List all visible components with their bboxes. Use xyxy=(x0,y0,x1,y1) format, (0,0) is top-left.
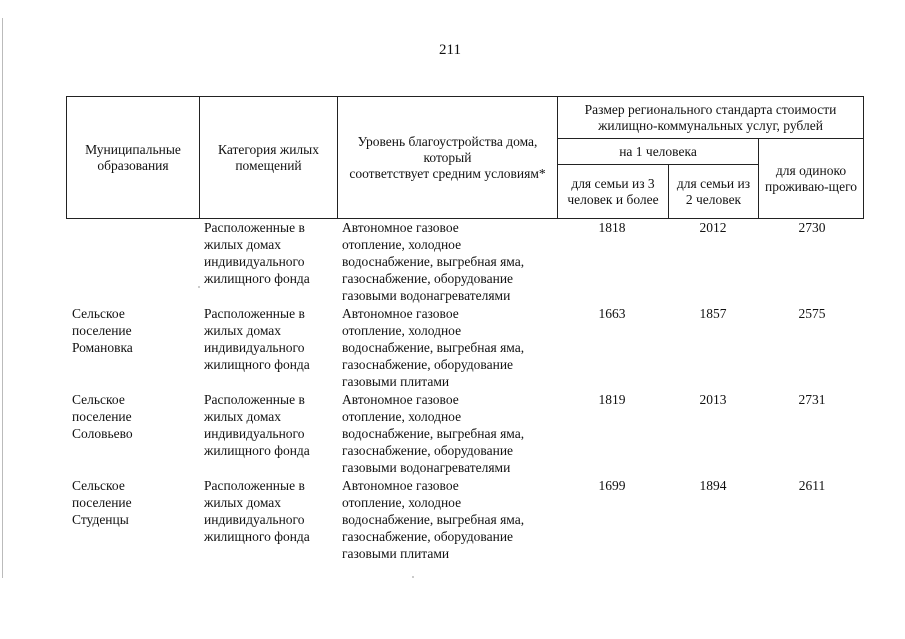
row-single: 2611 xyxy=(798,478,826,493)
row-single: 2730 xyxy=(798,220,826,235)
row-municipality: Сельское поселение Романовка xyxy=(72,306,133,355)
header-standard-group: Размер регионального стандарта стоимости жилищно-коммунальных услуг, рублей xyxy=(558,97,864,139)
header-family2: для семьи из 2 человек xyxy=(669,165,759,219)
header-family3: для семьи из 3 человек и более xyxy=(558,165,669,219)
row-family3: 1819 xyxy=(598,392,626,407)
page-number: 211 xyxy=(439,42,461,58)
row-family3: 1818 xyxy=(598,220,626,235)
row-category: Расположенные в жилых домах индивидуального жилищного фонда xyxy=(204,478,310,544)
row-municipality: Сельское поселение Студенцы xyxy=(72,478,132,527)
row-category: Расположенные в жилых домах индивидуального жилищного фонда xyxy=(204,306,310,372)
header-level: Уровень благоустройства дома, который соответствует средним условиям* xyxy=(338,97,558,219)
row-family3: 1663 xyxy=(598,306,626,321)
header-single: для одиноко проживаю-щего xyxy=(759,139,864,219)
scan-speck xyxy=(412,576,414,578)
row-level: Автономное газовое отопление, холодное водоснабжение, выгребная яма, газоснабжение, оборудование газовыми водонагревателями xyxy=(342,220,525,303)
row-level: Автономное газовое отопление, холодное водоснабжение, выгребная яма, газоснабжение, оборудование газовыми плитами xyxy=(342,478,525,561)
header-municipality: Муниципальные образования xyxy=(67,97,200,219)
header-category: Категория жилых помещений xyxy=(200,97,338,219)
scan-speck xyxy=(198,286,200,288)
row-family2: 1857 xyxy=(699,306,727,321)
row-level: Автономное газовое отопление, холодное водоснабжение, выгребная яма, газоснабжение, оборудование газовыми плитами xyxy=(342,306,525,389)
scan-edge-line xyxy=(2,18,3,578)
row-single: 2575 xyxy=(798,306,826,321)
row-family2: 2013 xyxy=(699,392,727,407)
row-category: Расположенные в жилых домах индивидуального жилищного фонда xyxy=(204,220,310,286)
table-header xyxy=(66,96,864,219)
row-family2: 2012 xyxy=(699,220,727,235)
row-single: 2731 xyxy=(798,392,826,407)
row-municipality: Сельское поселение Соловьево xyxy=(72,392,133,441)
row-family2: 1894 xyxy=(699,478,727,493)
row-category: Расположенные в жилых домах индивидуального жилищного фонда xyxy=(204,392,310,458)
header-per-person: на 1 человека xyxy=(558,139,759,165)
row-level: Автономное газовое отопление, холодное водоснабжение, выгребная яма, газоснабжение, оборудование газовыми водонагревателями xyxy=(342,392,525,475)
row-family3: 1699 xyxy=(598,478,626,493)
